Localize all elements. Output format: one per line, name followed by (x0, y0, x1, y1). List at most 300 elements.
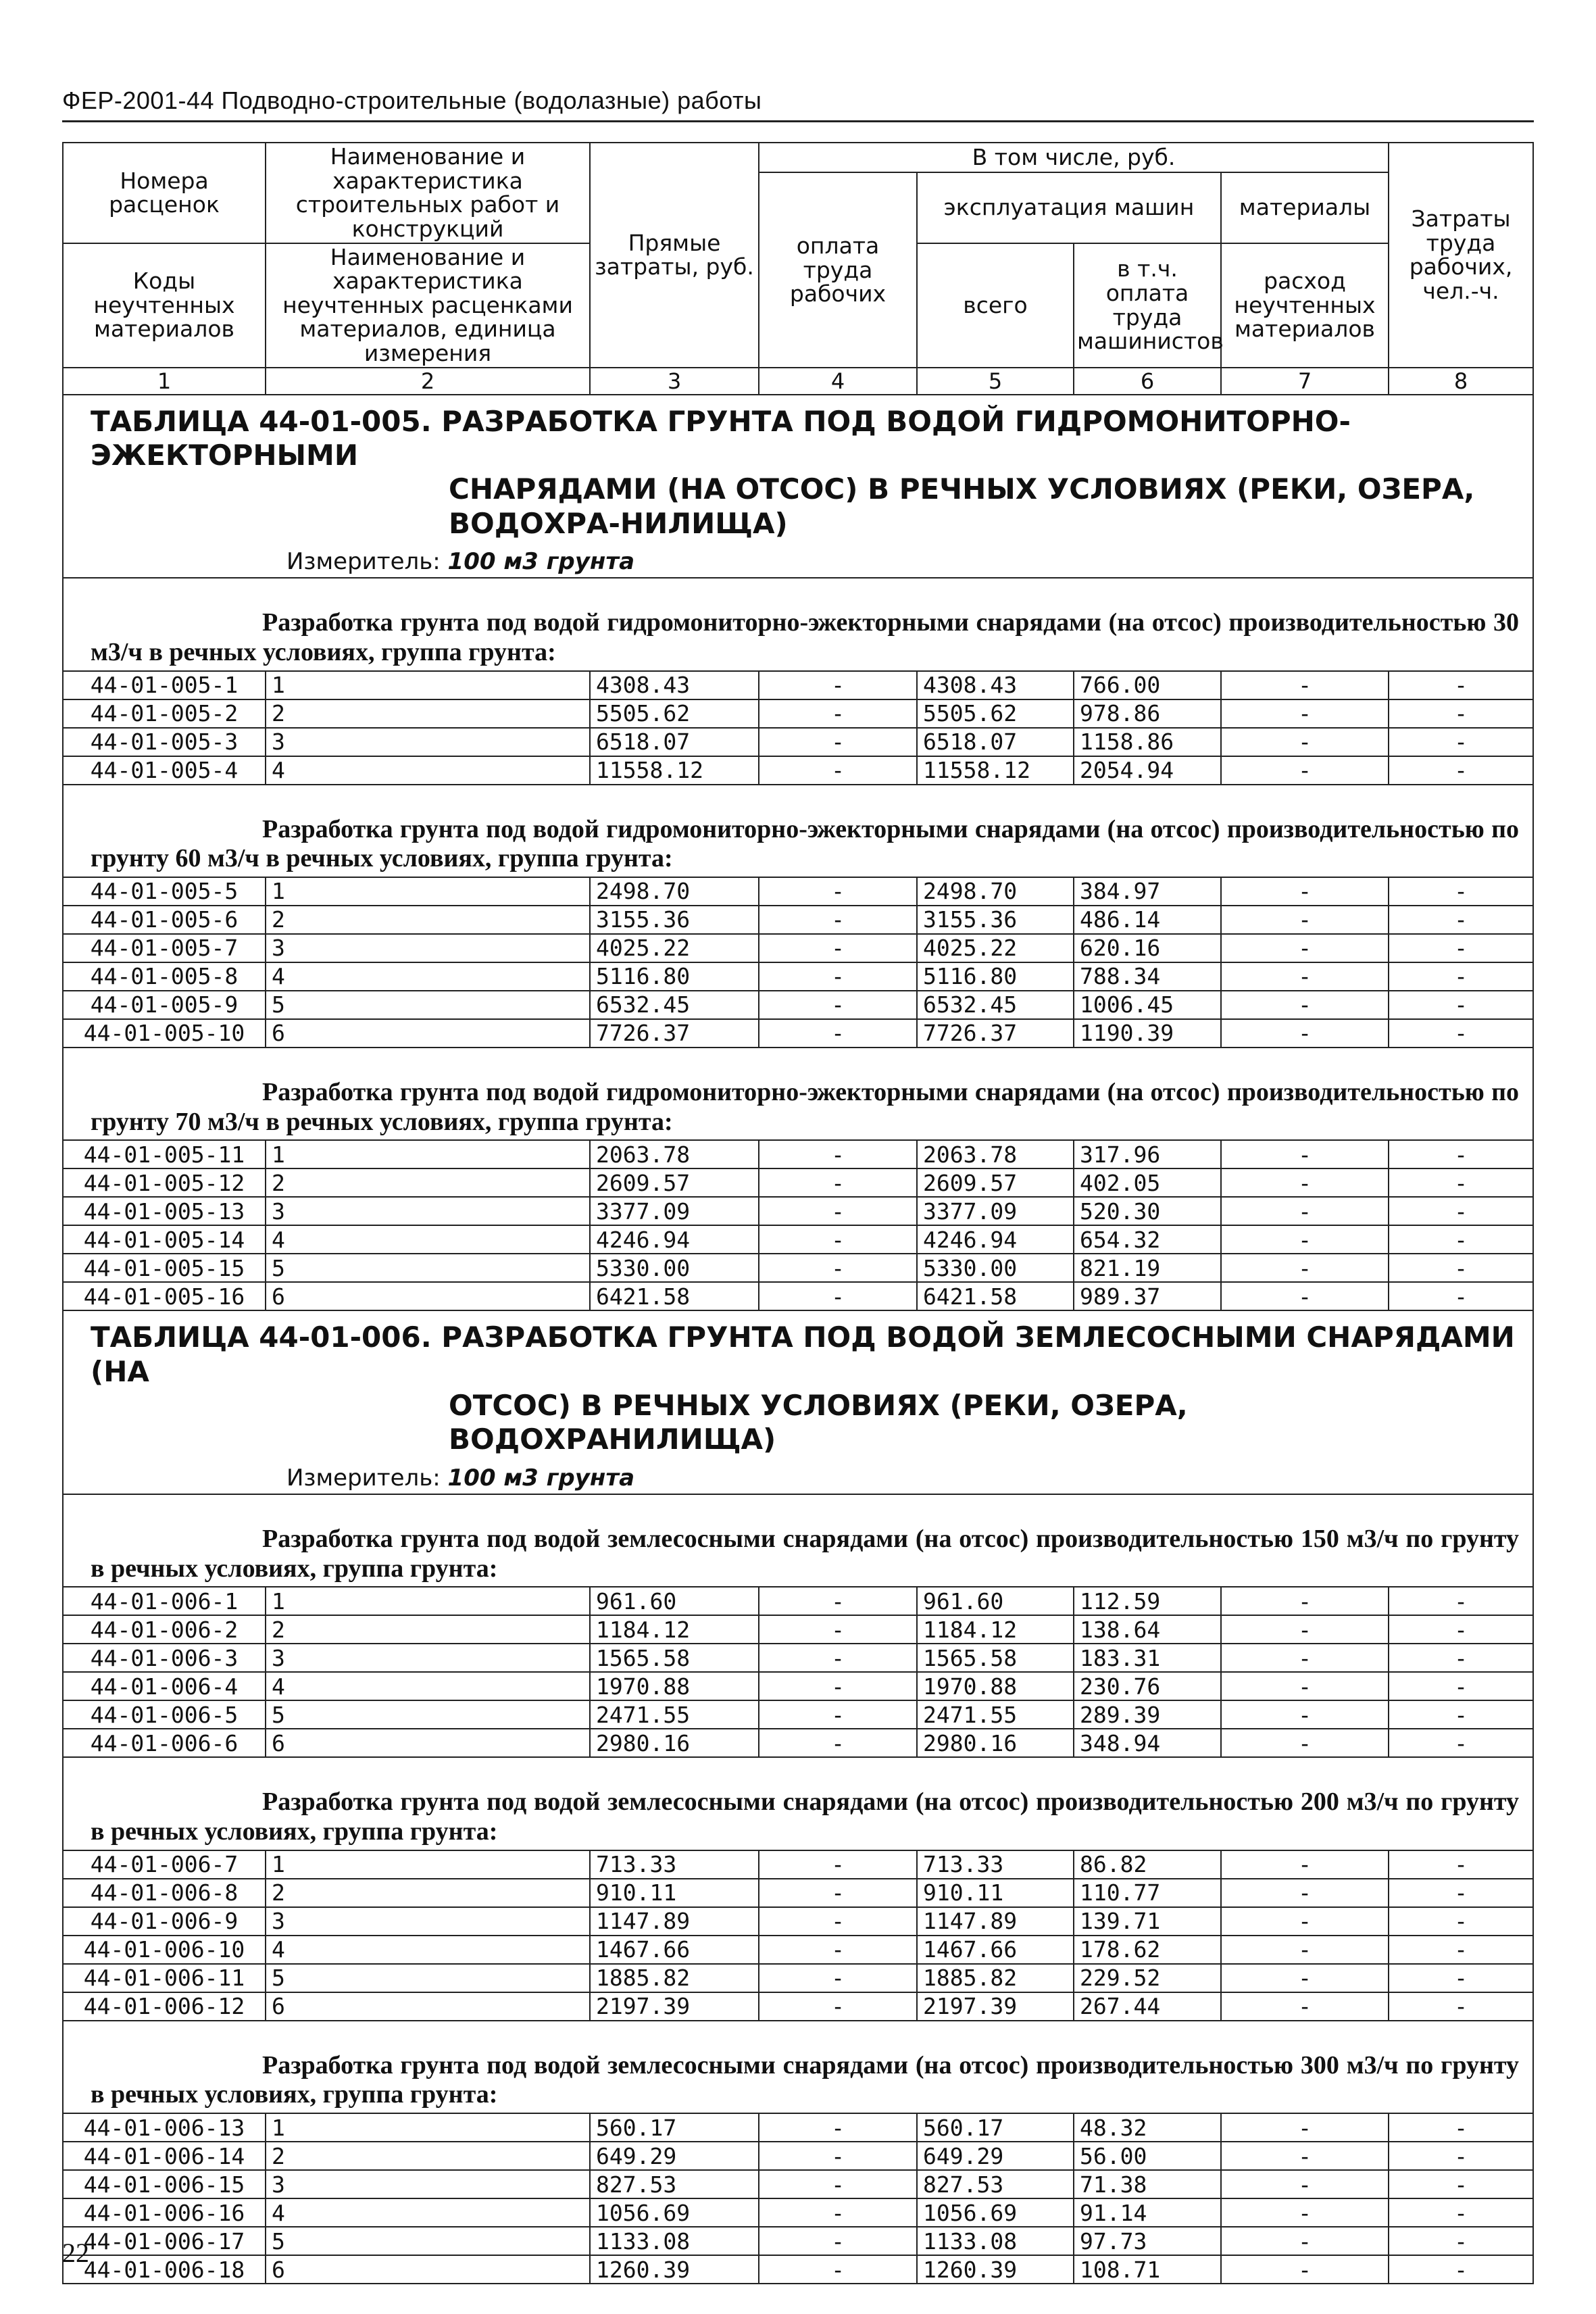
machinist-pay-cell: 989.37 (1074, 1282, 1221, 1310)
labor-costs-cell: - (1389, 2113, 1533, 2142)
worker-pay-cell: - (759, 1168, 917, 1197)
labor-costs-cell: - (1389, 1254, 1533, 1282)
table-row (63, 1168, 1533, 1197)
table-row (63, 728, 1533, 756)
header-materials: материалы (1221, 172, 1389, 243)
soil-group-cell: 1 (266, 1850, 590, 1879)
measurement-unit (91, 548, 1519, 576)
machinist-pay-cell: 139.71 (1074, 1907, 1221, 1936)
machines-total-cell: 2498.70 (917, 877, 1074, 906)
header-material-name: Наименование и характеристика неучтенных расценками материалов, единица измерения (266, 243, 590, 368)
material-usage-cell: - (1221, 962, 1389, 991)
labor-costs-cell: - (1389, 1140, 1533, 1168)
rate-code-cell: 44-01-005-9 (63, 991, 266, 1019)
direct-costs-cell: 6532.45 (590, 991, 759, 1019)
section-title-cell (63, 1048, 1533, 1140)
direct-costs-cell: 1565.58 (590, 1644, 759, 1672)
material-usage-cell: - (1221, 1729, 1389, 1757)
column-number: 1 (63, 368, 266, 395)
labor-costs-cell: - (1389, 728, 1533, 756)
direct-costs-cell: 6518.07 (590, 728, 759, 756)
machinist-pay-cell: 317.96 (1074, 1140, 1221, 1168)
section-title-cell (63, 785, 1533, 877)
header-machines-total: всего (917, 243, 1074, 368)
worker-pay-cell: - (759, 1254, 917, 1282)
rate-code-cell: 44-01-006-12 (63, 1992, 266, 2021)
worker-pay-cell: - (759, 1879, 917, 1907)
table-row (63, 1254, 1533, 1282)
header-machinist-pay: в т.ч. оплата труда машинистов (1074, 243, 1221, 368)
machines-total-cell: 7726.37 (917, 1019, 1074, 1048)
soil-group-cell: 2 (266, 1879, 590, 1907)
direct-costs-cell: 1467.66 (590, 1936, 759, 1964)
machinist-pay-cell: 56.00 (1074, 2142, 1221, 2170)
soil-group-cell: 4 (266, 2198, 590, 2227)
machines-total-cell: 6421.58 (917, 1282, 1074, 1310)
rate-code-cell: 44-01-005-16 (63, 1282, 266, 1310)
table-row (63, 1964, 1533, 1992)
soil-group-cell: 3 (266, 1907, 590, 1936)
direct-costs-cell: 2197.39 (590, 1992, 759, 2021)
material-usage-cell: - (1221, 1992, 1389, 2021)
table-row (63, 1615, 1533, 1644)
soil-group-cell: 1 (266, 1140, 590, 1168)
direct-costs-cell: 649.29 (590, 2142, 759, 2170)
labor-costs-cell: - (1389, 1019, 1533, 1048)
rate-code-cell: 44-01-005-4 (63, 756, 266, 785)
machinist-pay-cell: 230.76 (1074, 1672, 1221, 1700)
soil-group-cell: 2 (266, 699, 590, 728)
section-title-row (63, 2021, 1533, 2113)
column-number: 6 (1074, 368, 1221, 395)
rate-code-cell: 44-01-005-15 (63, 1254, 266, 1282)
machines-total-cell: 1565.58 (917, 1644, 1074, 1672)
labor-costs-cell: - (1389, 962, 1533, 991)
direct-costs-cell: 2609.57 (590, 1168, 759, 1197)
machines-total-cell: 2471.55 (917, 1700, 1074, 1729)
material-usage-cell: - (1221, 728, 1389, 756)
rate-code-cell: 44-01-005-1 (63, 671, 266, 699)
machines-total-cell: 4246.94 (917, 1225, 1074, 1254)
labor-costs-cell: - (1389, 1964, 1533, 1992)
material-usage-cell: - (1221, 1644, 1389, 1672)
section-title: Разработка грунта под водой гидромониторно-эжекторными снарядами (на отсос) производительностью 30 м3/ч в речных условиях, группа грунта: (91, 608, 1520, 666)
worker-pay-cell: - (759, 1140, 917, 1168)
labor-costs-cell: - (1389, 1615, 1533, 1644)
material-usage-cell: - (1221, 2113, 1389, 2142)
machines-total-cell: 560.17 (917, 2113, 1074, 2142)
rate-code-cell: 44-01-006-7 (63, 1850, 266, 1879)
column-number: 2 (266, 368, 590, 395)
header-material-codes: Коды неучтенных материалов (63, 243, 266, 368)
worker-pay-cell: - (759, 1992, 917, 2021)
direct-costs-cell: 5505.62 (590, 699, 759, 728)
table-row (63, 906, 1533, 934)
rates-table (62, 142, 1534, 2284)
machines-total-cell: 5505.62 (917, 699, 1074, 728)
direct-costs-cell: 3155.36 (590, 906, 759, 934)
material-usage-cell: - (1221, 1168, 1389, 1197)
soil-group-cell: 4 (266, 756, 590, 785)
rate-code-cell: 44-01-006-8 (63, 1879, 266, 1907)
column-number: 3 (590, 368, 759, 395)
machinist-pay-cell: 110.77 (1074, 1879, 1221, 1907)
direct-costs-cell: 560.17 (590, 2113, 759, 2142)
worker-pay-cell: - (759, 1615, 917, 1644)
table-row (63, 756, 1533, 785)
labor-costs-cell: - (1389, 1936, 1533, 1964)
worker-pay-cell: - (759, 1850, 917, 1879)
material-usage-cell: - (1221, 1936, 1389, 1964)
machines-total-cell: 1260.39 (917, 2255, 1074, 2284)
labor-costs-cell: - (1389, 1197, 1533, 1225)
labor-costs-cell: - (1389, 991, 1533, 1019)
machines-total-cell: 1184.12 (917, 1615, 1074, 1644)
table-row (63, 1992, 1533, 2021)
worker-pay-cell: - (759, 756, 917, 785)
worker-pay-cell: - (759, 2142, 917, 2170)
soil-group-cell: 3 (266, 1644, 590, 1672)
table-row (63, 2227, 1533, 2255)
table-row (63, 1850, 1533, 1879)
worker-pay-cell: - (759, 1936, 917, 1964)
table-row (63, 1672, 1533, 1700)
worker-pay-cell: - (759, 1729, 917, 1757)
direct-costs-cell: 11558.12 (590, 756, 759, 785)
labor-costs-cell: - (1389, 934, 1533, 962)
rate-code-cell: 44-01-006-17 (63, 2227, 266, 2255)
table-row (63, 1700, 1533, 1729)
soil-group-cell: 5 (266, 991, 590, 1019)
direct-costs-cell: 4308.43 (590, 671, 759, 699)
measurement-label: Измеритель: (286, 548, 441, 576)
material-usage-cell: - (1221, 1672, 1389, 1700)
machinist-pay-cell: 654.32 (1074, 1225, 1221, 1254)
soil-group-cell: 4 (266, 1225, 590, 1254)
rate-code-cell: 44-01-005-13 (63, 1197, 266, 1225)
labor-costs-cell: - (1389, 1587, 1533, 1615)
direct-costs-cell: 1260.39 (590, 2255, 759, 2284)
worker-pay-cell: - (759, 1672, 917, 1700)
labor-costs-cell: - (1389, 1225, 1533, 1254)
table-row (63, 2142, 1533, 2170)
rate-code-cell: 44-01-006-18 (63, 2255, 266, 2284)
section-title: Разработка грунта под водой землесосными снарядами (на отсос) производительностью 300 м3/ч по грунту в речных условиях, группа грунта: (91, 2050, 1520, 2109)
worker-pay-cell: - (759, 962, 917, 991)
soil-group-cell: 3 (266, 2170, 590, 2198)
labor-costs-cell: - (1389, 756, 1533, 785)
machines-total-cell: 1885.82 (917, 1964, 1074, 1992)
machinist-pay-cell: 289.39 (1074, 1700, 1221, 1729)
material-usage-cell: - (1221, 1225, 1389, 1254)
rate-code-cell: 44-01-005-2 (63, 699, 266, 728)
measurement-value: 100 м3 грунта (447, 548, 635, 576)
rate-code-cell: 44-01-006-1 (63, 1587, 266, 1615)
labor-costs-cell: - (1389, 1282, 1533, 1310)
table-title-row (63, 395, 1533, 578)
worker-pay-cell: - (759, 2198, 917, 2227)
machines-total-cell: 1147.89 (917, 1907, 1074, 1936)
soil-group-cell: 4 (266, 1672, 590, 1700)
material-usage-cell: - (1221, 2142, 1389, 2170)
labor-costs-cell: - (1389, 2142, 1533, 2170)
direct-costs-cell: 3377.09 (590, 1197, 759, 1225)
table-title-continued: ОТСОС) В РЕЧНЫХ УСЛОВИЯХ (РЕКИ, ОЗЕРА, ВОДОХРАНИЛИЩА) (449, 1389, 1188, 1456)
machinist-pay-cell: 267.44 (1074, 1992, 1221, 2021)
machines-total-cell: 6532.45 (917, 991, 1074, 1019)
machines-total-cell: 1467.66 (917, 1936, 1074, 1964)
labor-costs-cell: - (1389, 877, 1533, 906)
machines-total-cell: 1970.88 (917, 1672, 1074, 1700)
table-title: ТАБЛИЦА 44-01-005. РАЗРАБОТКА ГРУНТА ПОД ВОДОЙ ГИДРОМОНИТОРНО-ЭЖЕКТОРНЫМИ (91, 404, 1351, 472)
material-usage-cell: - (1221, 1615, 1389, 1644)
header-worker-pay: оплата труда рабочих (759, 172, 917, 368)
worker-pay-cell: - (759, 1282, 917, 1310)
direct-costs-cell: 2498.70 (590, 877, 759, 906)
rate-code-cell: 44-01-005-5 (63, 877, 266, 906)
machines-total-cell: 3155.36 (917, 906, 1074, 934)
table-title-cell (63, 395, 1533, 578)
machines-total-cell: 4308.43 (917, 671, 1074, 699)
column-number: 7 (1221, 368, 1389, 395)
table-row (63, 991, 1533, 1019)
soil-group-cell: 2 (266, 906, 590, 934)
machinist-pay-cell: 766.00 (1074, 671, 1221, 699)
worker-pay-cell: - (759, 991, 917, 1019)
material-usage-cell: - (1221, 756, 1389, 785)
section-title-cell (63, 2021, 1533, 2113)
column-number: 5 (917, 368, 1074, 395)
rate-code-cell: 44-01-005-10 (63, 1019, 266, 1048)
labor-costs-cell: - (1389, 699, 1533, 728)
section-title-cell (63, 1494, 1533, 1587)
table-row (63, 2113, 1533, 2142)
rate-code-cell: 44-01-006-16 (63, 2198, 266, 2227)
rate-code-cell: 44-01-005-3 (63, 728, 266, 756)
worker-pay-cell: - (759, 1019, 917, 1048)
worker-pay-cell: - (759, 1907, 917, 1936)
material-usage-cell: - (1221, 2255, 1389, 2284)
direct-costs-cell: 1885.82 (590, 1964, 759, 1992)
table-title-cell (63, 1310, 1533, 1494)
worker-pay-cell: - (759, 699, 917, 728)
soil-group-cell: 5 (266, 2227, 590, 2255)
labor-costs-cell: - (1389, 1729, 1533, 1757)
worker-pay-cell: - (759, 906, 917, 934)
soil-group-cell: 2 (266, 2142, 590, 2170)
worker-pay-cell: - (759, 2227, 917, 2255)
soil-group-cell: 5 (266, 1700, 590, 1729)
material-usage-cell: - (1221, 2227, 1389, 2255)
worker-pay-cell: - (759, 934, 917, 962)
page-number: 22 (62, 2238, 89, 2268)
table-row (63, 934, 1533, 962)
direct-costs-cell: 6421.58 (590, 1282, 759, 1310)
machines-total-cell: 1056.69 (917, 2198, 1074, 2227)
worker-pay-cell: - (759, 877, 917, 906)
direct-costs-cell: 910.11 (590, 1879, 759, 1907)
material-usage-cell: - (1221, 1964, 1389, 1992)
soil-group-cell: 3 (266, 728, 590, 756)
direct-costs-cell: 1056.69 (590, 2198, 759, 2227)
worker-pay-cell: - (759, 1964, 917, 1992)
column-number: 8 (1389, 368, 1533, 395)
material-usage-cell: - (1221, 934, 1389, 962)
soil-group-cell: 1 (266, 1587, 590, 1615)
machines-total-cell: 961.60 (917, 1587, 1074, 1615)
machines-total-cell: 910.11 (917, 1879, 1074, 1907)
labor-costs-cell: - (1389, 1644, 1533, 1672)
table-body (63, 395, 1533, 2284)
table-row (63, 2198, 1533, 2227)
section-title-row (63, 1048, 1533, 1140)
section-title-row (63, 1757, 1533, 1850)
soil-group-cell: 6 (266, 1019, 590, 1048)
direct-costs-cell: 1147.89 (590, 1907, 759, 1936)
machinist-pay-cell: 402.05 (1074, 1168, 1221, 1197)
rate-code-cell: 44-01-006-2 (63, 1615, 266, 1644)
machinist-pay-cell: 97.73 (1074, 2227, 1221, 2255)
machinist-pay-cell: 183.31 (1074, 1644, 1221, 1672)
machines-total-cell: 827.53 (917, 2170, 1074, 2198)
direct-costs-cell: 827.53 (590, 2170, 759, 2198)
header-rate-numbers: Номера расценок (63, 143, 266, 243)
material-usage-cell: - (1221, 1254, 1389, 1282)
column-number: 4 (759, 368, 917, 395)
worker-pay-cell: - (759, 671, 917, 699)
worker-pay-cell: - (759, 1700, 917, 1729)
machinist-pay-cell: 71.38 (1074, 2170, 1221, 2198)
material-usage-cell: - (1221, 1700, 1389, 1729)
direct-costs-cell: 4025.22 (590, 934, 759, 962)
material-usage-cell: - (1221, 1879, 1389, 1907)
direct-costs-cell: 713.33 (590, 1850, 759, 1879)
machines-total-cell: 649.29 (917, 2142, 1074, 2170)
worker-pay-cell: - (759, 1225, 917, 1254)
machinist-pay-cell: 112.59 (1074, 1587, 1221, 1615)
rate-code-cell: 44-01-006-3 (63, 1644, 266, 1672)
table-title: ТАБЛИЦА 44-01-006. РАЗРАБОТКА ГРУНТА ПОД ВОДОЙ ЗЕМЛЕСОСНЫМИ СНАРЯДАМИ (НА (91, 1321, 1515, 1388)
section-title-row (63, 578, 1533, 670)
table-row (63, 2255, 1533, 2284)
table-row (63, 1587, 1533, 1615)
worker-pay-cell: - (759, 1587, 917, 1615)
machinist-pay-cell: 2054.94 (1074, 756, 1221, 785)
section-title: Разработка грунта под водой землесосными снарядами (на отсос) производительностью 150 м3/ч по грунту в речных условиях, группа грунта: (91, 1524, 1520, 1583)
rate-code-cell: 44-01-005-7 (63, 934, 266, 962)
page-header-title: ФЕР-2001-44 Подводно-строительные (водолазные) работы (62, 87, 762, 114)
labor-costs-cell: - (1389, 2198, 1533, 2227)
machines-total-cell: 3377.09 (917, 1197, 1074, 1225)
soil-group-cell: 1 (266, 2113, 590, 2142)
table-row (63, 1019, 1533, 1048)
section-title: Разработка грунта под водой гидромониторно-эжекторными снарядами (на отсос) производительностью по грунту 60 м3/ч в речных условиях, группа грунта: (91, 814, 1520, 873)
table-row (63, 671, 1533, 699)
material-usage-cell: - (1221, 1587, 1389, 1615)
rate-code-cell: 44-01-005-12 (63, 1168, 266, 1197)
table-row (63, 1907, 1533, 1936)
section-title-row (63, 785, 1533, 877)
direct-costs-cell: 1184.12 (590, 1615, 759, 1644)
soil-group-cell: 6 (266, 1729, 590, 1757)
machines-total-cell: 2609.57 (917, 1168, 1074, 1197)
material-usage-cell: - (1221, 671, 1389, 699)
machinist-pay-cell: 486.14 (1074, 906, 1221, 934)
rate-code-cell: 44-01-005-14 (63, 1225, 266, 1254)
section-title-cell (63, 578, 1533, 670)
machinist-pay-cell: 384.97 (1074, 877, 1221, 906)
machines-total-cell: 5116.80 (917, 962, 1074, 991)
rate-code-cell: 44-01-005-8 (63, 962, 266, 991)
rate-code-cell: 44-01-005-11 (63, 1140, 266, 1168)
labor-costs-cell: - (1389, 1992, 1533, 2021)
table-row (63, 1140, 1533, 1168)
soil-group-cell: 1 (266, 671, 590, 699)
machines-total-cell: 11558.12 (917, 756, 1074, 785)
soil-group-cell: 2 (266, 1168, 590, 1197)
rate-code-cell: 44-01-006-14 (63, 2142, 266, 2170)
labor-costs-cell: - (1389, 1168, 1533, 1197)
rate-code-cell: 44-01-005-6 (63, 906, 266, 934)
header-material-usage: расход неучтенных материалов (1221, 243, 1389, 368)
rate-code-cell: 44-01-006-4 (63, 1672, 266, 1700)
header-machine-operation: эксплуатация машин (917, 172, 1221, 243)
soil-group-cell: 6 (266, 1992, 590, 2021)
labor-costs-cell: - (1389, 2255, 1533, 2284)
rate-code-cell: 44-01-006-9 (63, 1907, 266, 1936)
section-title: Разработка грунта под водой землесосными снарядами (на отсос) производительностью 200 м3/ч по грунту в речных условиях, группа грунта: (91, 1788, 1520, 1846)
material-usage-cell: - (1221, 2198, 1389, 2227)
labor-costs-cell: - (1389, 1700, 1533, 1729)
labor-costs-cell: - (1389, 2227, 1533, 2255)
machinist-pay-cell: 978.86 (1074, 699, 1221, 728)
labor-costs-cell: - (1389, 906, 1533, 934)
header-direct-costs: Прямые затраты, руб. (590, 143, 759, 368)
machines-total-cell: 4025.22 (917, 934, 1074, 962)
table-row (63, 1225, 1533, 1254)
direct-costs-cell: 1970.88 (590, 1672, 759, 1700)
material-usage-cell: - (1221, 1907, 1389, 1936)
machines-total-cell: 713.33 (917, 1850, 1074, 1879)
measurement-value: 100 м3 грунта (447, 1464, 635, 1492)
labor-costs-cell: - (1389, 1879, 1533, 1907)
machinist-pay-cell: 788.34 (1074, 962, 1221, 991)
labor-costs-cell: - (1389, 2170, 1533, 2198)
material-usage-cell: - (1221, 1019, 1389, 1048)
soil-group-cell: 1 (266, 877, 590, 906)
direct-costs-cell: 2471.55 (590, 1700, 759, 1729)
worker-pay-cell: - (759, 2170, 917, 2198)
soil-group-cell: 6 (266, 2255, 590, 2284)
rate-code-cell: 44-01-006-5 (63, 1700, 266, 1729)
section-title: Разработка грунта под водой гидромониторно-эжекторными снарядами (на отсос) производительностью по грунту 70 м3/ч в речных условиях, группа грунта: (91, 1077, 1520, 1136)
worker-pay-cell: - (759, 728, 917, 756)
machinist-pay-cell: 1006.45 (1074, 991, 1221, 1019)
machinist-pay-cell: 86.82 (1074, 1850, 1221, 1879)
material-usage-cell: - (1221, 991, 1389, 1019)
machinist-pay-cell: 520.30 (1074, 1197, 1221, 1225)
machinist-pay-cell: 348.94 (1074, 1729, 1221, 1757)
labor-costs-cell: - (1389, 1850, 1533, 1879)
direct-costs-cell: 1133.08 (590, 2227, 759, 2255)
machines-total-cell: 2980.16 (917, 1729, 1074, 1757)
machinist-pay-cell: 91.14 (1074, 2198, 1221, 2227)
worker-pay-cell: - (759, 1644, 917, 1672)
soil-group-cell: 3 (266, 1197, 590, 1225)
table-row (63, 877, 1533, 906)
material-usage-cell: - (1221, 1197, 1389, 1225)
table-title-continued: СНАРЯДАМИ (НА ОТСОС) В РЕЧНЫХ УСЛОВИЯХ (РЕКИ, ОЗЕРА, ВОДОХРА-НИЛИЩА) (449, 472, 1475, 540)
